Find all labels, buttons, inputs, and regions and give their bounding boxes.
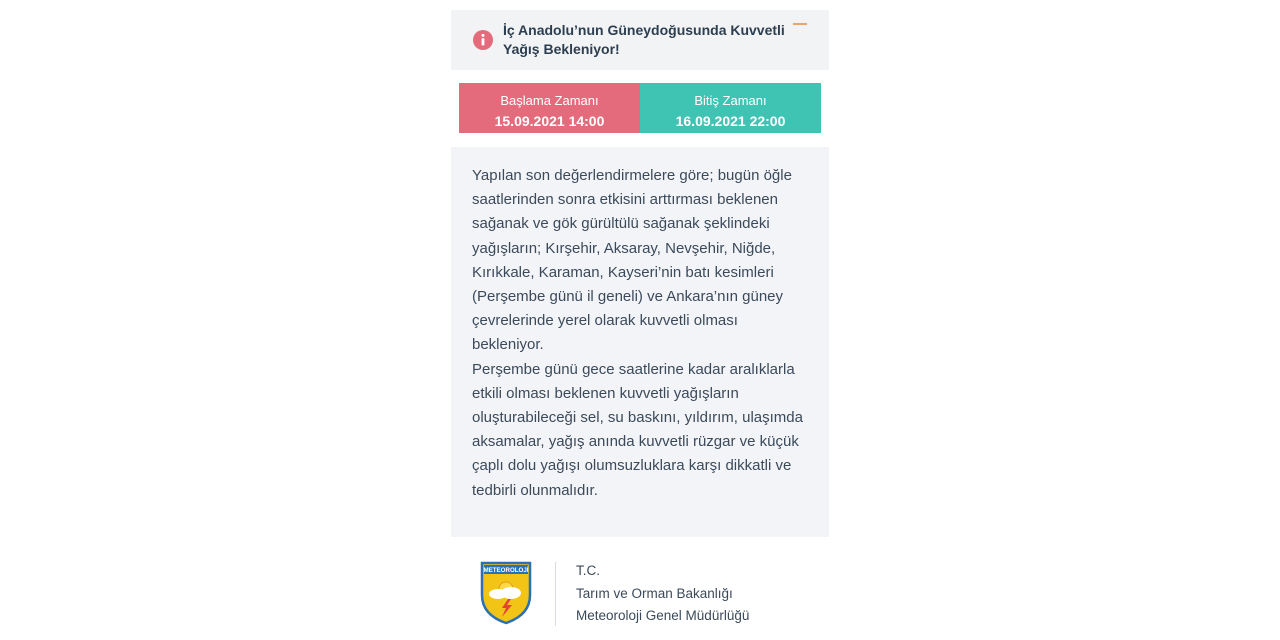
footer-directorate: Meteoroloji Genel Müdürlüğü — [576, 608, 750, 623]
alert-body-paragraph-2: Perşembe günü gece saatlerine kadar aralıklarla etkili olması beklenen kuvvetli yağışların oluşturabileceği sel, su baskını, yıldırım, ulaşımda aksamalar, yağış anında kuvvetli rüzgar ve küçük çaplı dolu yağışı olumsuzluklara karşı dikkatli ve tedbirli olunmalıdır. — [472, 360, 803, 499]
meteoroloji-logo — [480, 561, 532, 625]
alert-body-card — [451, 147, 829, 537]
alert-title: İç Anadolu’nun Güneydoğusunda Kuvvetli Yağış Bekleniyor! — [503, 22, 785, 57]
start-time-value: 15.09.2021 14:00 — [494, 113, 605, 129]
start-time-box — [459, 83, 640, 133]
end-time-label: Bitiş Zamanı — [694, 93, 767, 108]
start-time-label: Başlama Zamanı — [500, 93, 599, 108]
info-icon — [473, 30, 493, 50]
decorative-mark — [793, 23, 807, 25]
alert-header — [451, 10, 829, 70]
end-time-value: 16.09.2021 22:00 — [675, 113, 786, 129]
footer-tc: T.C. — [576, 563, 601, 578]
footer-divider — [555, 562, 556, 626]
footer-ministry: Tarım ve Orman Bakanlığı — [576, 586, 733, 601]
end-time-box — [640, 83, 821, 133]
logo-text: METEOROLOJİ — [483, 567, 529, 574]
alert-body-paragraph-1: Yapılan son değerlendirmelere göre; bugün öğle saatlerinden sonra etkisini arttırması beklenen sağanak ve gök gürültülü sağanak şeklindeki yağışların; Kırşehir, Aksaray, Nevşehir, Niğde, Kırıkkale, Karaman, Kayseri’nin batı kesimleri (Perşembe günü il geneli) ve Ankara’nın güney çevrelerinde yerel olarak kuvvetli olması bekleniyor. — [472, 167, 792, 354]
